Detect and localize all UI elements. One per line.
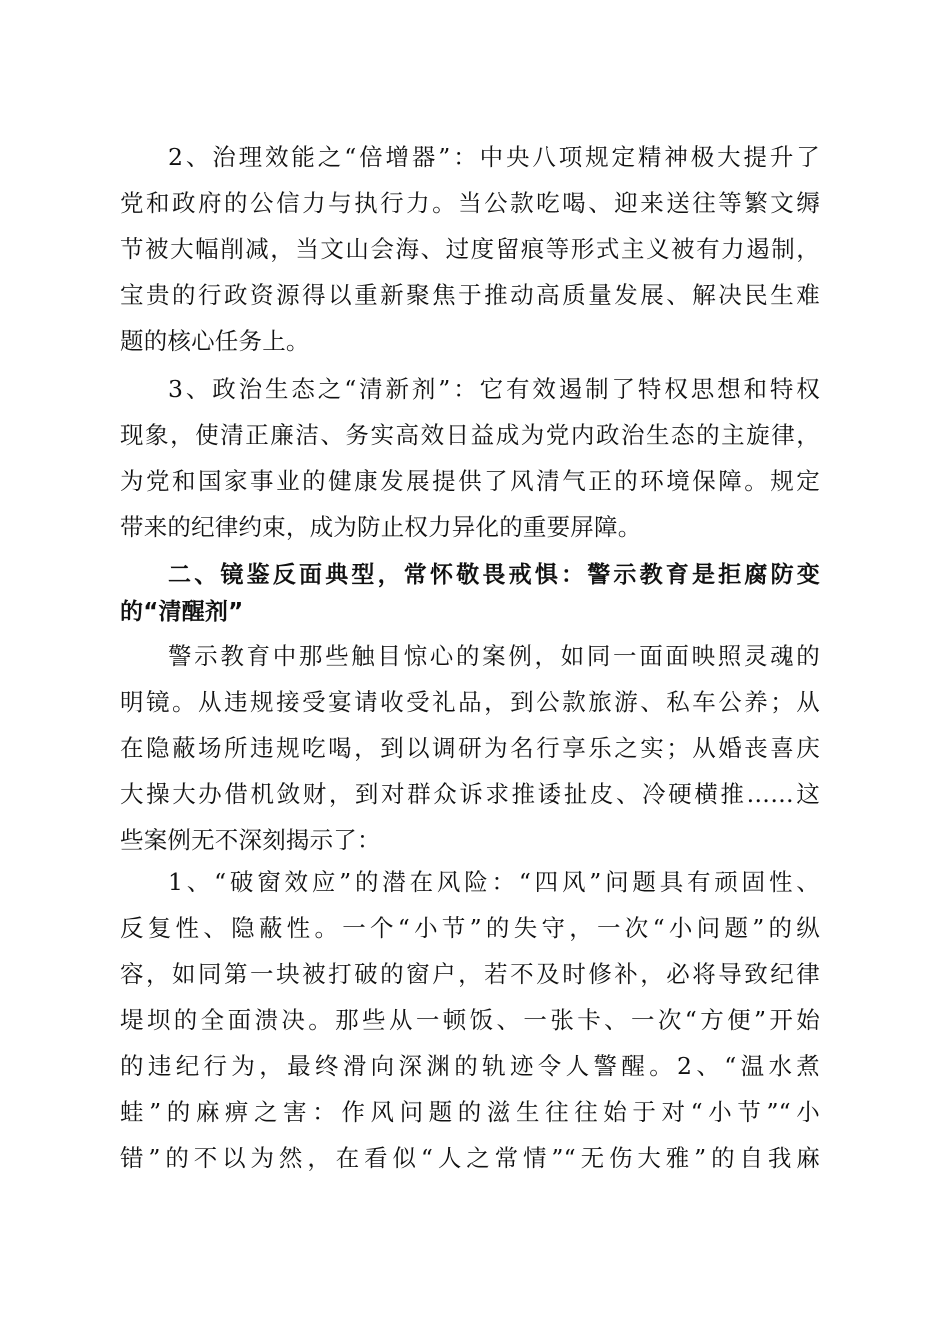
text-line: 3、政治生态之“清新剂”：它有效遏制了特权思想和特权 [168,375,820,403]
text-line: 大操大办借机敛财，到对群众诉求推诿扯皮、冷硬横推……这 [120,780,820,808]
text-line: 现象，使清正廉洁、务实高效日益成为党内政治生态的主旋律， [120,421,820,449]
text-line: 警示教育中那些触目惊心的案例，如同一面面映照灵魂的 [168,642,820,670]
text-line: 在隐蔽场所违规吃喝，到以调研为名行享乐之实；从婚丧喜庆 [120,734,820,762]
text-line: 党和政府的公信力与执行力。当公款吃喝、迎来送往等繁文缛 [120,189,820,217]
text-line: 错”的不以为然，在看似“人之常情”“无伤大雅”的自我麻 [120,1144,820,1172]
text-line: 为党和国家事业的健康发展提供了风清气正的环境保障。规定 [120,467,820,495]
text-line: 2、治理效能之“倍增器”：中央八项规定精神极大提升了 [168,143,820,171]
heading-line: 二、镜鉴反面典型，常怀敬畏戒惧：警示教育是拒腐防变 [168,562,820,588]
text-line: 1、“破窗效应”的潜在风险：“四风”问题具有顽固性、 [168,868,820,896]
text-line: 明镜。从违规接受宴请收受礼品，到公款旅游、私车公养；从 [120,688,820,716]
text-line: 带来的纪律约束，成为防止权力异化的重要屏障。 [120,513,642,541]
text-line: 容，如同第一块被打破的窗户，若不及时修补，必将导致纪律 [120,960,820,988]
text-line: 堤坝的全面溃决。那些从一顿饭、一张卡、一次“方便”开始 [120,1006,820,1034]
text-line: 节被大幅削减，当文山会海、过度留痕等形式主义被有力遏制， [120,235,820,263]
text-line: 题的核心任务上。 [120,327,310,355]
text-line: 宝贵的行政资源得以重新聚焦于推动高质量发展、解决民生难 [120,281,820,309]
text-line: 的违纪行为，最终滑向深渊的轨迹令人警醒。2、“温水煮 [120,1052,820,1080]
heading-line: 的“清醒剂” [120,599,244,625]
text-line: 反复性、隐蔽性。一个“小节”的失守，一次“小问题”的纵 [120,914,820,942]
text-line: 些案例无不深刻揭示了： [120,826,381,854]
text-line: 蛙”的麻痹之害：作风问题的滋生往往始于对“小节”“小 [120,1098,820,1126]
